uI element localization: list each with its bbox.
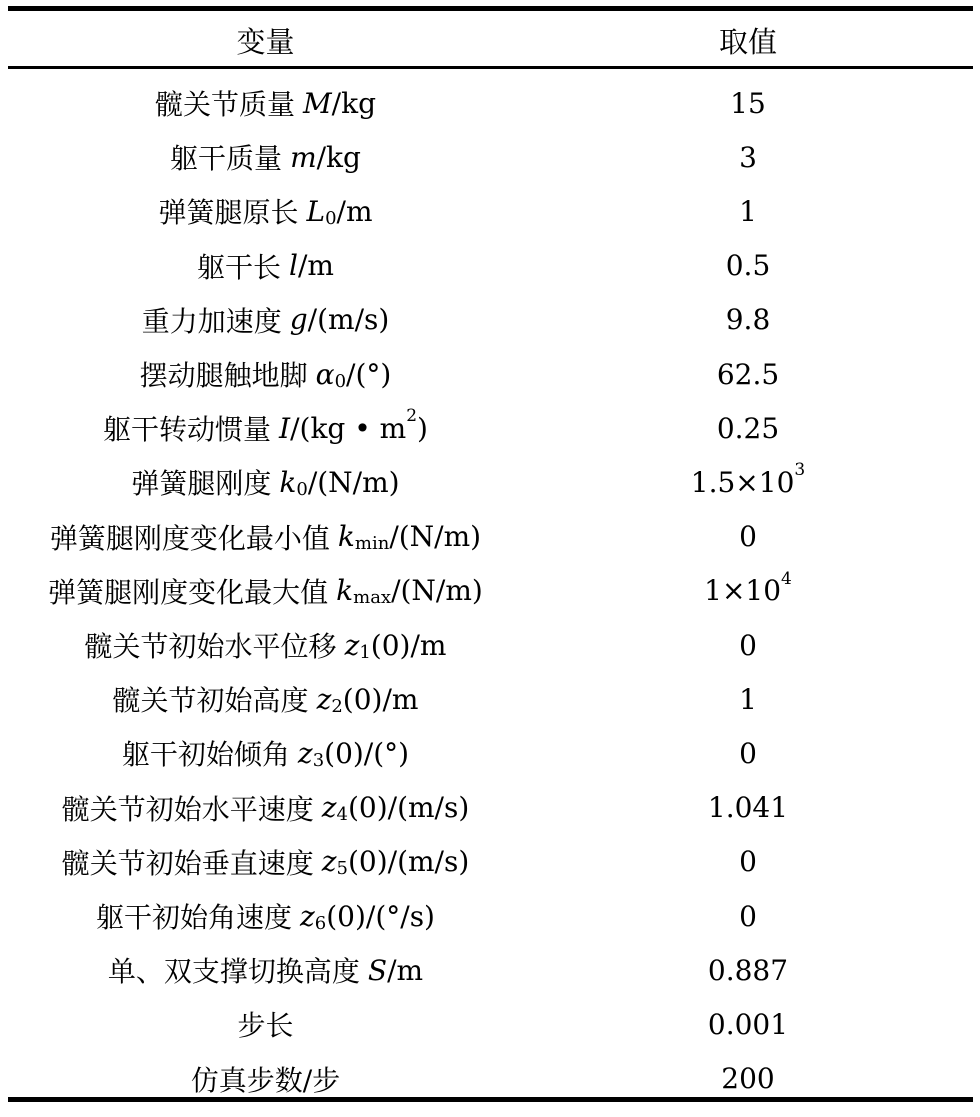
variable-unit: /(N/m): [391, 574, 483, 608]
variable-name: 弹簧腿刚度: [131, 467, 272, 501]
variable-cell: [8, 184, 523, 238]
table-top-rule: [8, 6, 973, 11]
value-text: 0.5: [725, 249, 771, 283]
variable-name: 弹簧腿刚度变化最大值: [48, 575, 329, 609]
value-text: 0.887: [707, 953, 789, 987]
variable-symbol: z: [316, 682, 332, 716]
variable-name: 躯干初始角速度: [96, 901, 293, 934]
variable-symbol: z: [297, 736, 313, 770]
table-row: [8, 835, 973, 889]
variable-cell: [8, 618, 523, 672]
table-bottom-rule: [8, 1097, 973, 1102]
variable-name: 仿真步数/步: [190, 1063, 341, 1097]
value-superscript: 3: [794, 460, 806, 481]
variable-symbol: l: [289, 249, 298, 283]
table-row: [8, 564, 973, 618]
variable-unit: /m: [298, 249, 334, 283]
variable-cell: [8, 672, 523, 726]
table-header-rule: [8, 66, 973, 69]
variable-name: 髋关节初始水平速度: [61, 792, 314, 826]
value-cell: [523, 130, 973, 184]
value-cell: [523, 726, 973, 780]
table-row: [8, 401, 973, 455]
value-cell: [523, 76, 973, 130]
table-row: [8, 510, 973, 564]
variable-symbol: m: [290, 140, 317, 174]
value-cell: [523, 618, 973, 672]
variable-cell: [8, 510, 523, 564]
value-text: 1.041: [707, 791, 789, 825]
variable-unit: (0)/m: [370, 628, 447, 662]
variable-cell: [8, 76, 523, 130]
value-text: 1: [739, 194, 757, 228]
variable-unit: /(kg • m: [290, 411, 407, 445]
variable-symbol: k: [336, 574, 354, 608]
table-row: [8, 997, 973, 1051]
variable-symbol: z: [321, 791, 337, 825]
variable-subscript: 0: [334, 370, 347, 392]
variable-name: 弹簧腿刚度变化最小值: [49, 521, 330, 555]
value-cell: [523, 293, 973, 347]
parameter-table: [8, 6, 973, 1106]
value-cell: [523, 347, 973, 401]
variable-subscript: 4: [336, 804, 348, 826]
variable-subscript: 2: [331, 695, 343, 717]
variable-name: 步长: [237, 1009, 294, 1043]
table-row: [8, 347, 973, 401]
table-row: [8, 184, 973, 238]
variable-cell: [8, 943, 523, 997]
value-text: 0.25: [716, 411, 780, 445]
variable-subscript: 5: [336, 858, 348, 880]
variable-symbol: z: [300, 899, 315, 933]
variable-symbol: S: [367, 953, 388, 987]
variable-subscript: min: [354, 533, 390, 555]
table-header-row: [8, 14, 973, 66]
table-row: [8, 293, 973, 347]
table-row: [8, 130, 973, 184]
value-text: 62.5: [716, 357, 780, 391]
unit-superscript: 2: [406, 406, 418, 427]
value-cell: [523, 781, 973, 835]
variable-symbol: g: [289, 303, 308, 337]
value-text: 3: [739, 140, 757, 174]
variable-symbol: α: [315, 357, 335, 391]
value-superscript: 4: [781, 568, 792, 589]
variable-cell: [8, 997, 523, 1051]
variable-unit: /m: [387, 953, 424, 987]
variable-subscript: 3: [312, 749, 325, 771]
variable-cell: [8, 455, 523, 509]
variable-unit: /kg: [316, 140, 361, 174]
value-text: 1: [739, 682, 757, 716]
variable-unit: /m: [336, 194, 373, 228]
variable-cell: [8, 835, 523, 889]
variable-name: 单、双支撑切换高度: [107, 955, 360, 989]
variable-unit: (0)/(m/s): [347, 791, 470, 825]
value-text: 0: [739, 899, 757, 933]
table-row: [8, 726, 973, 780]
variable-name: 髋关节初始垂直速度: [61, 846, 314, 880]
variable-symbol: k: [337, 520, 355, 554]
variable-cell: [8, 130, 523, 184]
table-row: [8, 781, 973, 835]
variable-symbol: M: [303, 86, 332, 120]
table-row: [8, 943, 973, 997]
variable-name: 髋关节初始水平位移: [84, 630, 337, 663]
variable-unit: (0)/m: [342, 682, 419, 716]
variable-cell: [8, 347, 523, 401]
header-value: 取值: [718, 24, 777, 59]
variable-cell: [8, 781, 523, 835]
table-row: [8, 455, 973, 509]
value-cell: [523, 835, 973, 889]
variable-cell: [8, 889, 523, 943]
variable-subscript: 0: [296, 478, 308, 500]
variable-name: 躯干初始倾角: [121, 738, 290, 772]
value-text: 0: [739, 628, 757, 662]
variable-name: 髋关节质量: [154, 88, 295, 121]
variable-unit: (0)/(°): [324, 736, 410, 770]
variable-subscript: 0: [325, 207, 337, 229]
value-text: 0: [739, 845, 757, 879]
variable-unit: (0)/(°/s): [326, 899, 435, 933]
value-cell: [523, 997, 973, 1051]
value-cell: [523, 943, 973, 997]
value-text: 0: [739, 520, 757, 554]
value-cell: [523, 889, 973, 943]
value-cell: [523, 239, 973, 293]
table-row: [8, 672, 973, 726]
variable-symbol: z: [321, 845, 337, 879]
value-cell: [523, 672, 973, 726]
variable-cell: [8, 401, 523, 455]
value-text: 1.5×10: [690, 465, 795, 499]
value-text: 200: [721, 1062, 775, 1096]
variable-cell: [8, 239, 523, 293]
variable-unit: /(N/m): [307, 465, 400, 499]
value-cell: [523, 564, 973, 618]
variable-unit: /(°): [346, 357, 392, 391]
table-row: [8, 618, 973, 672]
variable-name: 弹簧腿原长: [158, 196, 299, 230]
table-row: [8, 76, 973, 130]
variable-symbol: k: [279, 465, 297, 499]
variable-cell: [8, 293, 523, 347]
value-text: 9.8: [725, 303, 771, 337]
variable-name: 躯干长: [197, 250, 282, 284]
variable-symbol: L: [306, 194, 326, 228]
variable-name: 重力加速度: [141, 304, 282, 338]
variable-unit: /(N/m): [389, 520, 482, 554]
variable-name: 摆动腿触地脚: [139, 359, 308, 392]
variable-symbol: z: [344, 628, 360, 662]
value-cell: [523, 401, 973, 455]
value-text: 0.001: [707, 1007, 789, 1041]
variable-cell: [8, 564, 523, 618]
variable-unit: /kg: [331, 86, 376, 120]
value-text: 1×10: [704, 574, 782, 608]
variable-symbol: I: [279, 411, 291, 445]
variable-unit: /(m/s): [307, 303, 390, 337]
variable-subscript: 1: [359, 641, 371, 663]
value-text: 15: [730, 86, 766, 120]
value-text: 0: [739, 736, 757, 770]
table-row: [8, 239, 973, 293]
value-cell: [523, 184, 973, 238]
value-cell: [523, 510, 973, 564]
variable-name: 躯干质量: [170, 142, 283, 176]
header-variable: 变量: [236, 24, 295, 59]
variable-name: 髋关节初始高度: [112, 684, 309, 718]
table-row: [8, 889, 973, 943]
variable-name: 躯干转动惯量: [103, 413, 272, 447]
unit-closing: ): [417, 411, 428, 445]
variable-cell: [8, 726, 523, 780]
value-cell: [523, 455, 973, 509]
variable-unit: (0)/(m/s): [347, 845, 470, 879]
variable-subscript: max: [353, 587, 392, 609]
variable-subscript: 6: [314, 912, 327, 934]
